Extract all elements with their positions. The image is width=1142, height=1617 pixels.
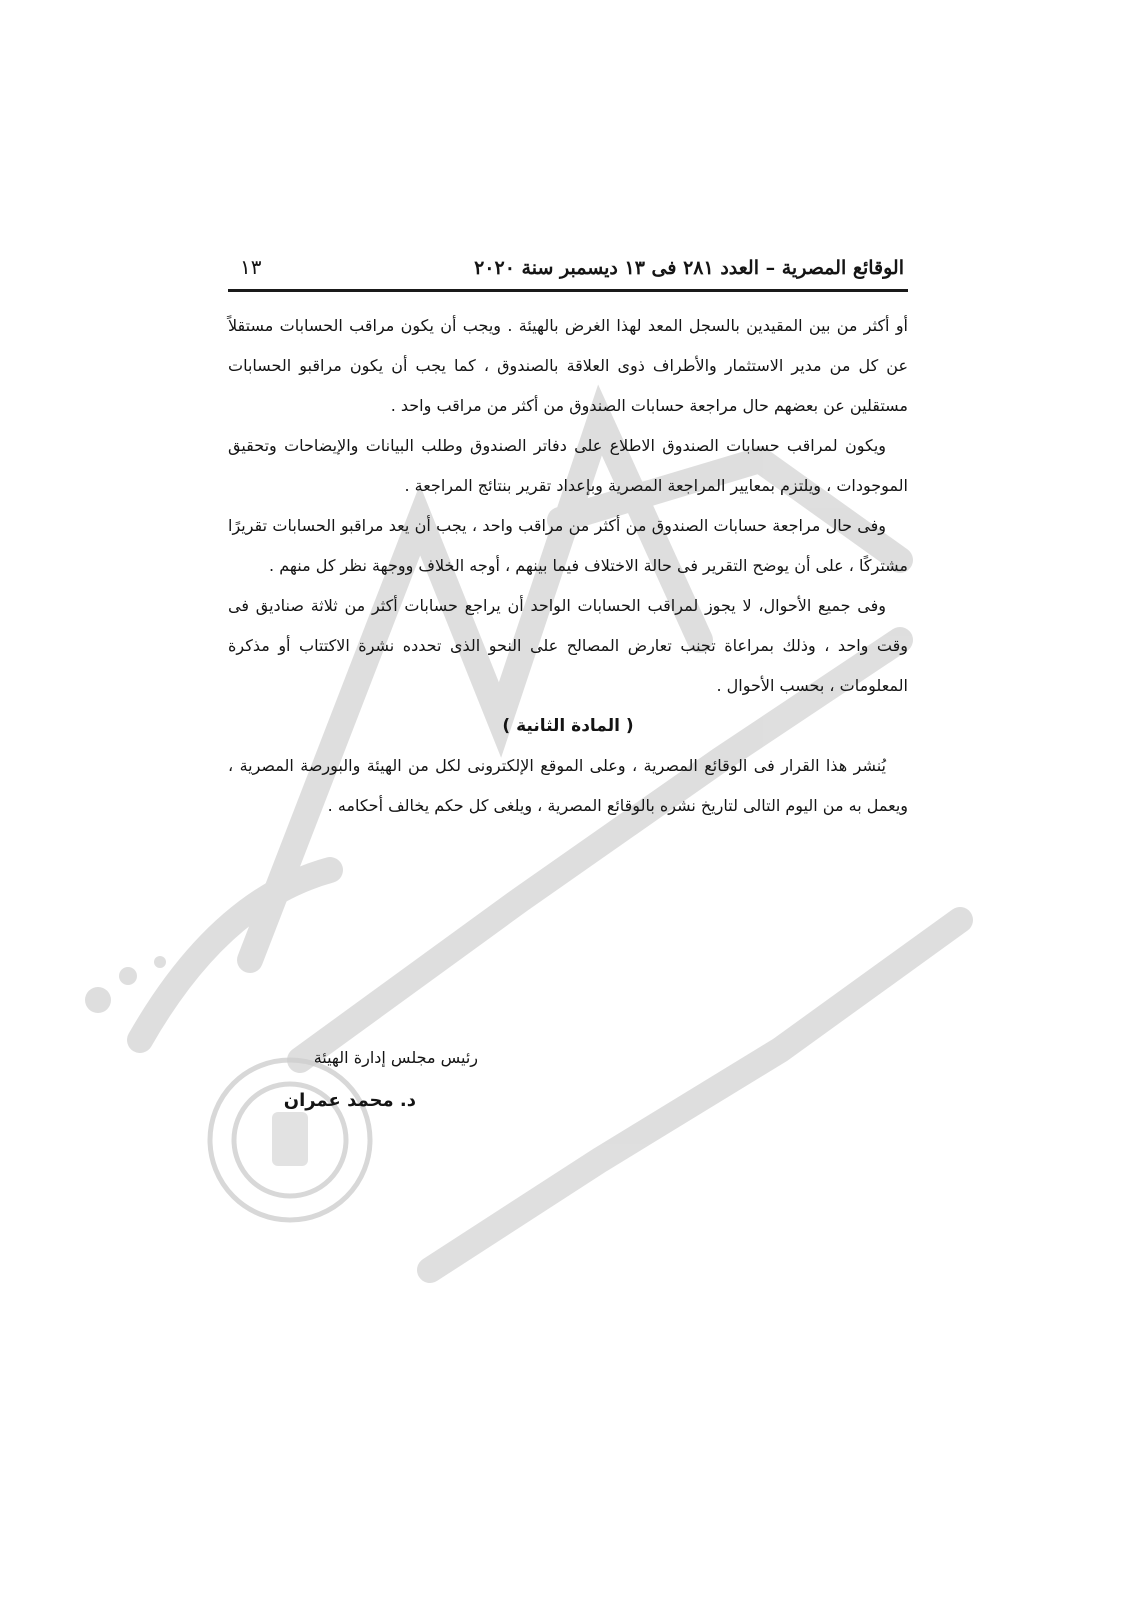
paragraph-2: ويكون لمراقب حسابات الصندوق الاطلاع على دفاتر الصندوق وطلب البيانات والإيضاحات وتحقيق الموجودات ، ويلتزم بمعايير المراجعة المصرية وبإعداد تقرير بنتائج المراجعة . bbox=[228, 436, 908, 495]
paragraph-3: وفى حال مراجعة حسابات الصندوق من أكثر من مراقب واحد ، يجب أن يعد مراقبو الحسابات تقريرًا مشتركًا ، على أن يوضح التقرير فى حالة الاختلاف فيما بينهم ، أوجه الخلاف ووجهة نظر كل منهم . bbox=[228, 516, 908, 575]
signature-name: د. محمد عمران bbox=[283, 1090, 416, 1111]
document-page bbox=[228, 255, 908, 826]
article-heading: ( المادة الثانية ) bbox=[502, 716, 634, 736]
page-number: ١٣ bbox=[240, 255, 262, 279]
paragraph-5: يُنشر هذا القرار فى الوقائع المصرية ، وعلى الموقع الإلكترونى لكل من الهيئة والبورصة المصرية ، ويعمل به من اليوم التالى لتاريخ نشره بالوقائع المصرية ، ويلغى كل حكم يخالف أحكامه . bbox=[228, 756, 908, 815]
document-body bbox=[228, 306, 908, 826]
paragraph-4: وفى جميع الأحوال، لا يجوز لمراقب الحسابات الواحد أن يراجع حسابات أكثر من ثلاثة صناديق فى وقت واحد ، وذلك بمراعاة تجنب تعارض المصالح على النحو الذى تحدده نشرة الاكتتاب أو مذكرة المعلومات ، بحسب الأحوال . bbox=[228, 596, 908, 695]
page-header bbox=[228, 255, 908, 292]
signature-title: رئيس مجلس إدارة الهيئة bbox=[313, 1048, 478, 1067]
paragraph-1: أو أكثر من بين المقيدين بالسجل المعد لهذا الغرض بالهيئة . ويجب أن يكون مراقب الحسابات مستقلاً عن كل من مدير الاستثمار والأطراف ذوى العلاقة بالصندوق ، كما يجب أن يكون مراقبو الحسابات مستقلين عن بعضهم حال مراجعة حسابات الصندوق من أكثر من مراقب واحد . bbox=[228, 316, 908, 415]
header-title: الوقائع المصرية – العدد ٢٨١ فى ١٣ ديسمبر سنة ٢٠٢٠ bbox=[474, 257, 904, 279]
